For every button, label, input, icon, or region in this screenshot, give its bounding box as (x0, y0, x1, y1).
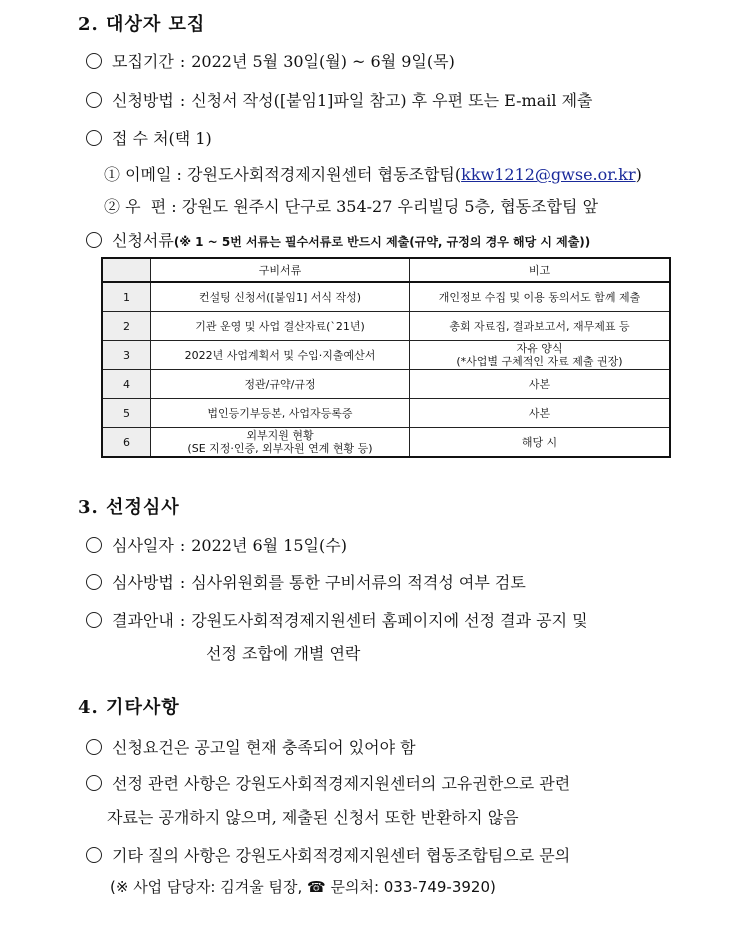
recruit-period: 모집기간 : 2022년 5월 30일(월) ~ 6월 9일(목) (86, 49, 455, 72)
table-row (102, 341, 670, 370)
circle-bullet-icon (86, 775, 102, 791)
header-note: 비고 (410, 258, 671, 282)
required-docs-table (101, 257, 671, 458)
row-note-line1: 자유 양식 (516, 342, 563, 355)
section-3-title: 3. 선정심사 (78, 497, 180, 518)
email-link[interactable]: kkw1212@gwse.or.kr (461, 165, 636, 184)
section-4-title: 4. 기타사항 (78, 697, 180, 718)
etc-item-3-text: 기타 질의 사항은 강원도사회적경제지원센터 협동조합팀으로 문의 (112, 846, 571, 865)
post-option-label: ② 우 편 : (104, 197, 177, 216)
table-row (102, 312, 670, 341)
row-doc: 2022년 사업계획서 및 수입·지출예산서 (151, 341, 410, 370)
email-option (104, 162, 642, 185)
post-option (104, 194, 598, 217)
table-row (102, 428, 670, 458)
header-docs: 구비서류 (151, 258, 410, 282)
row-doc: 컨설팅 신청서([붙임1] 서식 작성) (151, 282, 410, 312)
recv-label: 접 수 처 (112, 129, 169, 148)
etc-item-1-text: 신청요건은 공고일 현재 충족되어 있어야 함 (112, 738, 416, 757)
row-note: 사본 (410, 370, 671, 399)
etc-item-2-line2: 자료는 공개하지 않으며, 제출된 신청서 또한 반환하지 않음 (107, 808, 519, 827)
row-number: 2 (102, 312, 151, 341)
method-value: 신청서 작성([붙임1]파일 참고) 후 우편 또는 E-mail 제출 (191, 91, 593, 110)
row-number: 3 (102, 341, 151, 370)
method-label: 신청방법 (112, 91, 174, 110)
row-note: 사본 (410, 399, 671, 428)
row-doc (151, 428, 410, 458)
row-doc-line1: 외부지원 현황 (246, 429, 314, 442)
row-doc: 정관/규약/규정 (151, 370, 410, 399)
review-date-value: 2022년 6월 15일(수) (191, 536, 347, 555)
circle-bullet-icon (86, 847, 102, 863)
result-value-line1: 강원도사회적경제지원센터 홈페이지에 선정 결과 공지 및 (191, 611, 588, 630)
row-number: 6 (102, 428, 151, 458)
review-date: 심사일자 : 2022년 6월 15일(수) (86, 533, 347, 556)
circle-bullet-icon (86, 537, 102, 553)
result-label: 결과안내 (112, 611, 174, 630)
row-note (410, 341, 671, 370)
row-note: 총회 자료집, 결과보고서, 재무제표 등 (410, 312, 671, 341)
contact-info (110, 876, 496, 897)
review-date-label: 심사일자 (112, 536, 174, 555)
table-row (102, 399, 670, 428)
row-note: 해당 시 (410, 428, 671, 458)
docs-note: (※ 1 ~ 5번 서류는 필수서류로 반드시 제출(규약, 규정의 경우 해당 시 제출)) (173, 235, 591, 249)
etc-item-2-line1: 선정 관련 사항은 강원도사회적경제지원센터의 고유권한으로 관련 (112, 774, 571, 793)
contact-phone: 문의처: 033-749-3920) (330, 878, 496, 896)
row-doc: 법인등기부등본, 사업자등록증 (151, 399, 410, 428)
receiving-office (86, 126, 212, 149)
review-method-value: 심사위원회를 통한 구비서류의 적격성 여부 검토 (191, 573, 526, 592)
result-notice: 결과안내 : 강원도사회적경제지원센터 홈페이지에 선정 결과 공지 및 (86, 608, 588, 631)
row-doc: 기관 운영 및 사업 결산자료(`21년) (151, 312, 410, 341)
circle-bullet-icon (86, 574, 102, 590)
row-note: 개인정보 수집 및 이용 동의서도 함께 제출 (410, 282, 671, 312)
row-number: 4 (102, 370, 151, 399)
required-docs (86, 228, 590, 251)
row-number: 5 (102, 399, 151, 428)
etc-item-1 (86, 735, 416, 758)
circle-bullet-icon (86, 92, 102, 108)
circle-bullet-icon (86, 739, 102, 755)
email-close-paren: ) (635, 165, 642, 184)
contact-manager: (※ 사업 담당자: 김겨울 팀장, (110, 878, 303, 896)
email-option-text: 강원도사회적경제지원센터 협동조합팀( (187, 165, 462, 184)
recv-value: (택 1) (168, 129, 212, 148)
etc-item-3 (86, 843, 570, 866)
review-method: 심사방법 : 심사위원회를 통한 구비서류의 적격성 여부 검토 (86, 570, 526, 593)
phone-icon: ☎ (307, 878, 326, 896)
result-value-line2: 선정 조합에 개별 연락 (206, 644, 361, 663)
circle-bullet-icon (86, 612, 102, 628)
header-number (102, 258, 151, 282)
row-doc-line2: (SE 지정·인증, 외부자원 연계 현황 등) (187, 442, 373, 455)
table-header-row (102, 258, 670, 282)
section-2-title: 2. 대상자 모집 (78, 14, 206, 35)
email-option-label: ① 이메일 : (104, 165, 182, 184)
circle-bullet-icon (86, 232, 102, 248)
table-row (102, 282, 670, 312)
period-value: 2022년 5월 30일(월) ~ 6월 9일(목) (191, 52, 455, 71)
circle-bullet-icon (86, 130, 102, 146)
etc-item-2 (86, 771, 570, 794)
review-method-label: 심사방법 (112, 573, 174, 592)
circle-bullet-icon (86, 53, 102, 69)
post-option-text: 강원도 원주시 단구로 354-27 우리빌딩 5층, 협동조합팀 앞 (181, 197, 599, 216)
apply-method: 신청방법 : 신청서 작성([붙임1]파일 참고) 후 우편 또는 E-mail 제출 (86, 88, 593, 111)
row-number: 1 (102, 282, 151, 312)
row-note-line2: (*사업별 구체적인 자료 제출 권장) (456, 355, 623, 368)
period-label: 모집기간 (112, 52, 174, 71)
table-row (102, 370, 670, 399)
docs-label: 신청서류 (112, 231, 174, 250)
